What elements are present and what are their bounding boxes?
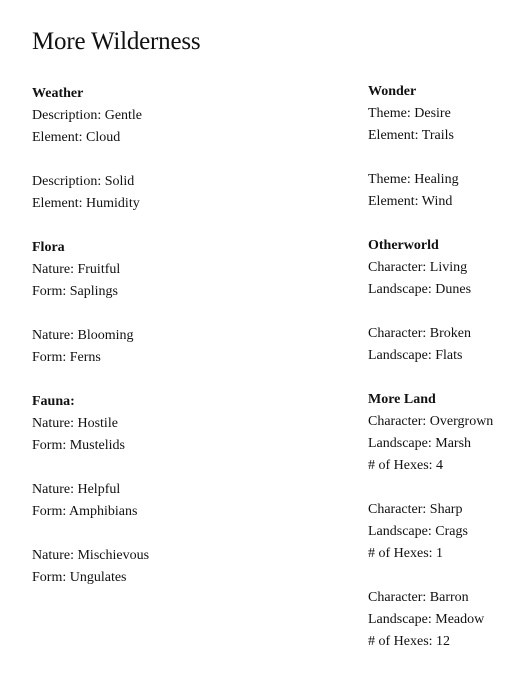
entry-line: Landscape: Marsh — [368, 436, 472, 451]
entry-line: Character: Barron — [368, 590, 469, 605]
entry-line: # of Hexes: 12 — [368, 634, 451, 649]
entry — [32, 325, 332, 369]
entry-line: Element: Trails — [368, 128, 454, 143]
section-heading: Fauna: — [32, 394, 75, 409]
entry — [32, 479, 332, 523]
entry-line: Character: Overgrown — [368, 414, 494, 429]
section-fauna — [32, 391, 332, 589]
entry-line: Element: Humidity — [32, 196, 140, 211]
entry-line: Element: Cloud — [32, 130, 121, 145]
section-heading: Weather — [32, 86, 84, 101]
entry — [32, 171, 332, 215]
entry-line: Nature: Helpful — [32, 482, 121, 497]
entry-line: Landscape: Flats — [368, 348, 463, 363]
entry-line: Description: Gentle — [32, 108, 143, 123]
entry-line: Nature: Fruitful — [32, 262, 121, 277]
entry — [368, 323, 524, 367]
entry-line: Description: Solid — [32, 174, 135, 189]
entry-line: # of Hexes: 4 — [368, 458, 444, 473]
entry — [368, 499, 524, 565]
entry-line: Theme: Healing — [368, 172, 459, 187]
left-column — [32, 83, 332, 611]
entry-line: Form: Mustelids — [32, 438, 125, 453]
entry — [368, 103, 524, 147]
entry-line: Landscape: Dunes — [368, 282, 472, 297]
section-heading: Flora — [32, 240, 65, 255]
entry-line: Nature: Blooming — [32, 328, 134, 343]
entry — [32, 259, 332, 303]
right-column — [368, 81, 524, 675]
entry-line: Character: Sharp — [368, 502, 463, 517]
entry-line: Landscape: Meadow — [368, 612, 485, 627]
section-heading: Otherworld — [368, 238, 439, 253]
entry-line: Nature: Mischievous — [32, 548, 150, 563]
section-weather — [32, 83, 332, 215]
section-wonder — [368, 81, 524, 213]
entry — [368, 257, 524, 301]
entry-line: Character: Broken — [368, 326, 472, 341]
entry — [32, 545, 332, 589]
section-flora — [32, 237, 332, 369]
entry-line: Form: Amphibians — [32, 504, 138, 519]
entry — [368, 587, 524, 653]
section-heading: Wonder — [368, 84, 417, 99]
entry — [32, 105, 332, 149]
entry-line: # of Hexes: 1 — [368, 546, 444, 561]
entry — [32, 413, 332, 457]
entry-line: Form: Ungulates — [32, 570, 127, 585]
entry — [368, 169, 524, 213]
entry-line: Element: Wind — [368, 194, 453, 209]
entry-line: Character: Living — [368, 260, 468, 275]
entry — [368, 411, 524, 477]
page-title: More Wilderness — [32, 28, 201, 55]
entry-line: Form: Saplings — [32, 284, 118, 299]
entry-line: Theme: Desire — [368, 106, 451, 121]
section-more-land — [368, 389, 524, 653]
section-heading: More Land — [368, 392, 436, 407]
entry-line: Nature: Hostile — [32, 416, 118, 431]
entry-line: Form: Ferns — [32, 350, 101, 365]
section-otherworld — [368, 235, 524, 367]
entry-line: Landscape: Crags — [368, 524, 468, 539]
